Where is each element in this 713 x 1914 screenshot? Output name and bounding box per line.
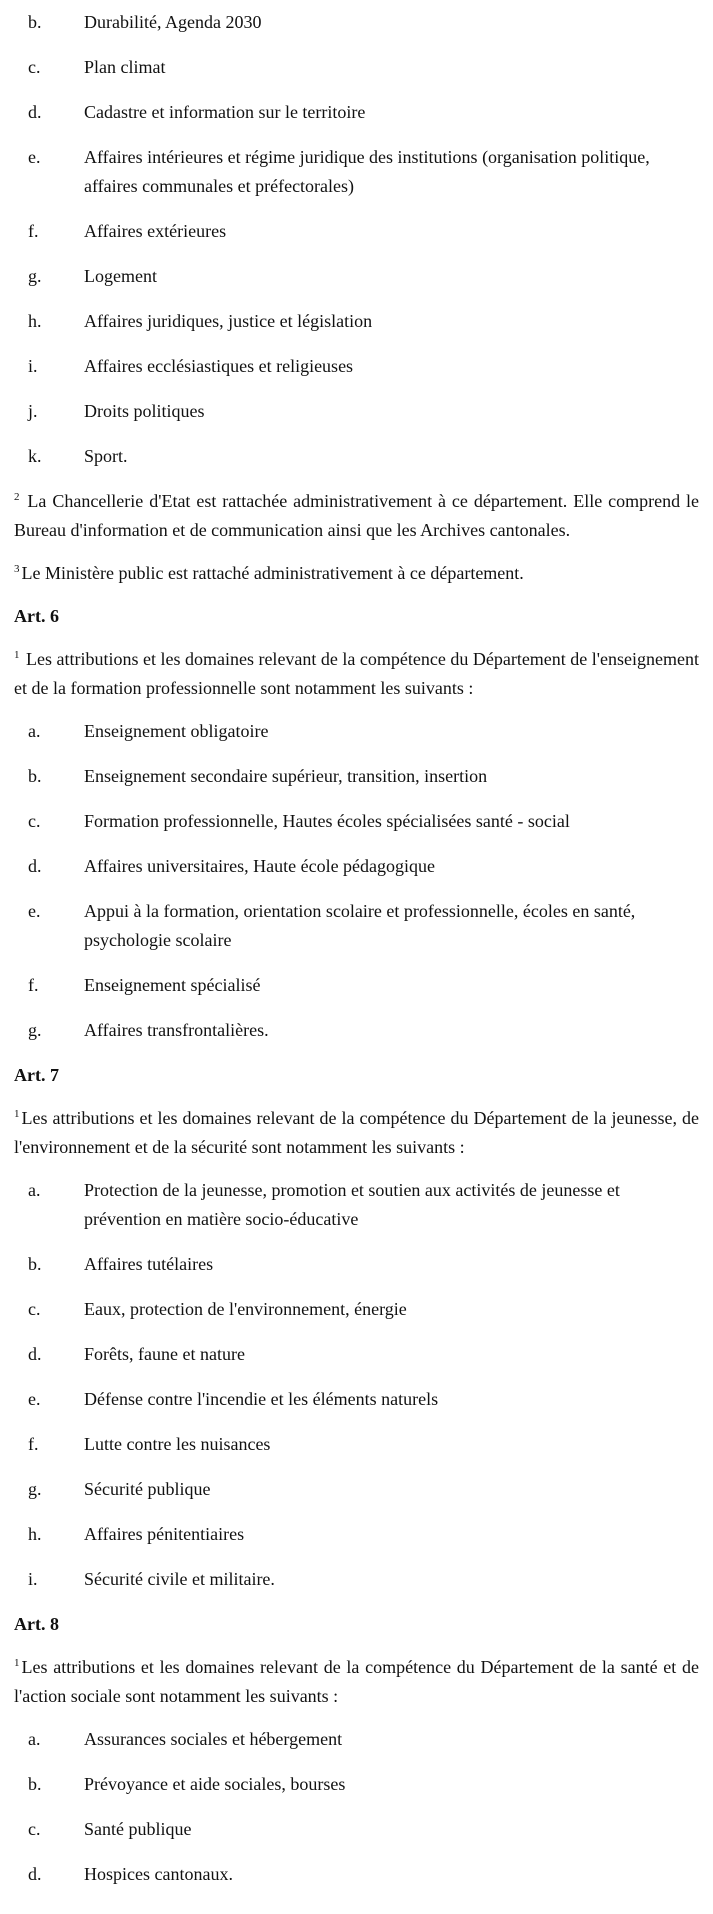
list-item	[14, 717, 699, 746]
list-item-letter: h.	[28, 311, 42, 331]
article-heading-8: Art. 8	[14, 1614, 59, 1634]
list-item	[14, 807, 699, 836]
top-list	[14, 8, 699, 471]
list-item-text: Affaires transfrontalières.	[84, 1020, 269, 1040]
list-item-letter: f.	[28, 221, 39, 241]
list-item-text: Eaux, protection de l'environnement, énergie	[84, 1299, 407, 1319]
paragraph-text: Les attributions et les domaines relevant de la compétence du Département de l'enseignement et de la formation professionnelle sont notamment les suivants :	[14, 649, 699, 698]
list-item	[14, 1475, 699, 1504]
list-item-letter: b.	[28, 1254, 42, 1274]
list-item	[14, 1016, 699, 1045]
list-item	[14, 98, 699, 127]
list-item	[14, 352, 699, 381]
paragraph-number: 1	[14, 649, 20, 661]
paragraph-number: 2	[14, 491, 20, 503]
list-item	[14, 143, 699, 201]
article-heading-7: Art. 7	[14, 1065, 59, 1085]
paragraph-text: Les attributions et les domaines relevant de la compétence du Département de la jeunesse, de l'environnement et de la sécurité sont notamment les suivants :	[14, 1108, 699, 1157]
article-6-intro	[14, 645, 699, 703]
list-item	[14, 1430, 699, 1459]
list-item-letter: d.	[28, 1344, 42, 1364]
list-item-letter: h.	[28, 1524, 42, 1544]
list-item-text: Sécurité publique	[84, 1479, 211, 1499]
list-item-letter: g.	[28, 266, 42, 286]
list-item-text: Formation professionnelle, Hautes écoles spécialisées santé - social	[84, 811, 570, 831]
list-item	[14, 1176, 699, 1234]
article-heading-6: Art. 6	[14, 606, 59, 626]
list-item-text: Plan climat	[84, 57, 166, 77]
list-item-letter: f.	[28, 1434, 39, 1454]
list-item-text: Droits politiques	[84, 401, 205, 421]
list-item	[14, 762, 699, 791]
article-7-list	[14, 1176, 699, 1594]
list-item-letter: b.	[28, 766, 42, 786]
list-item-text: Logement	[84, 266, 157, 286]
list-item	[14, 852, 699, 881]
list-item	[14, 53, 699, 82]
list-item	[14, 262, 699, 291]
list-item-text: Cadastre et information sur le territoire	[84, 102, 366, 122]
list-item-text: Affaires juridiques, justice et législation	[84, 311, 373, 331]
paragraph-text: Les attributions et les domaines relevant de la compétence du Département de la santé et de l'action sociale sont notamment les suivants :	[14, 1657, 699, 1706]
list-item-text: Sport.	[84, 446, 128, 466]
list-item-letter: g.	[28, 1479, 42, 1499]
list-item-letter: c.	[28, 57, 41, 77]
list-item	[14, 1725, 699, 1754]
list-item-text: Enseignement secondaire supérieur, transition, insertion	[84, 766, 488, 786]
list-item-text: Affaires ecclésiastiques et religieuses	[84, 356, 354, 376]
list-item-letter: e.	[28, 147, 41, 167]
list-item	[14, 897, 699, 955]
list-item-text: Affaires extérieures	[84, 221, 227, 241]
list-item-text: Sécurité civile et militaire.	[84, 1569, 275, 1589]
paragraph-number: 3	[14, 563, 20, 575]
list-item-letter: a.	[28, 721, 41, 741]
list-item	[14, 1815, 699, 1844]
list-item	[14, 1340, 699, 1369]
article-8-intro	[14, 1653, 699, 1711]
list-item-letter: d.	[28, 102, 42, 122]
list-item-text: Hospices cantonaux.	[84, 1864, 233, 1884]
list-item-text: Durabilité, Agenda 2030	[84, 12, 262, 32]
paragraph-text: La Chancellerie d'Etat est rattachée administrativement à ce département. Elle comprend le Bureau d'information et de communication ainsi que les Archives cantonales.	[14, 491, 699, 540]
list-item-text: Lutte contre les nuisances	[84, 1434, 271, 1454]
list-item	[14, 1385, 699, 1414]
article-7-intro	[14, 1104, 699, 1162]
list-item-text: Affaires universitaires, Haute école pédagogique	[84, 856, 436, 876]
list-item	[14, 1520, 699, 1549]
list-item-letter: a.	[28, 1729, 41, 1749]
paragraph-number: 1	[14, 1108, 20, 1120]
list-item-text: Affaires tutélaires	[84, 1254, 214, 1274]
list-item	[14, 1565, 699, 1594]
list-item-letter: k.	[28, 446, 42, 466]
list-item	[14, 1250, 699, 1279]
list-item	[14, 397, 699, 426]
list-item-letter: a.	[28, 1180, 41, 1200]
list-item-letter: c.	[28, 1299, 41, 1319]
list-item-text: Santé publique	[84, 1819, 192, 1839]
list-item-letter: c.	[28, 811, 41, 831]
list-item-letter: f.	[28, 975, 39, 995]
list-item-text: Affaires intérieures et régime juridique des institutions (organisation politique, affaires communales et préfectorales)	[84, 147, 650, 196]
list-item	[14, 1295, 699, 1324]
list-item-letter: j.	[28, 401, 38, 421]
list-item-letter: b.	[28, 12, 42, 32]
list-item-letter: i.	[28, 1569, 38, 1589]
list-item	[14, 971, 699, 1000]
paragraph-text: Le Ministère public est rattaché administrativement à ce département.	[21, 563, 524, 583]
paragraph-number: 1	[14, 1657, 20, 1669]
list-item	[14, 1860, 699, 1889]
list-item-text: Prévoyance et aide sociales, bourses	[84, 1774, 346, 1794]
list-item	[14, 442, 699, 471]
list-item-letter: d.	[28, 1864, 42, 1884]
list-item-text: Forêts, faune et nature	[84, 1344, 245, 1364]
list-item	[14, 8, 699, 37]
list-item-letter: e.	[28, 901, 41, 921]
list-item-text: Appui à la formation, orientation scolaire et professionnelle, écoles en santé, psychologie scolaire	[84, 901, 636, 950]
list-item-text: Enseignement spécialisé	[84, 975, 261, 995]
list-item-letter: b.	[28, 1774, 42, 1794]
list-item-letter: d.	[28, 856, 42, 876]
list-item-text: Assurances sociales et hébergement	[84, 1729, 343, 1749]
list-item-letter: g.	[28, 1020, 42, 1040]
list-item	[14, 1770, 699, 1799]
list-item	[14, 307, 699, 336]
list-item-text: Affaires pénitentiaires	[84, 1524, 245, 1544]
paragraph-chancellerie	[14, 487, 699, 545]
list-item-letter: c.	[28, 1819, 41, 1839]
paragraph-ministere	[14, 559, 699, 588]
list-item-text: Protection de la jeunesse, promotion et soutien aux activités de jeunesse et prévention en matière socio-éducative	[84, 1180, 620, 1229]
list-item-letter: i.	[28, 356, 38, 376]
list-item-letter: e.	[28, 1389, 41, 1409]
article-8-list	[14, 1725, 699, 1889]
list-item-text: Défense contre l'incendie et les éléments naturels	[84, 1389, 439, 1409]
list-item	[14, 217, 699, 246]
list-item-text: Enseignement obligatoire	[84, 721, 269, 741]
article-6-list	[14, 717, 699, 1045]
